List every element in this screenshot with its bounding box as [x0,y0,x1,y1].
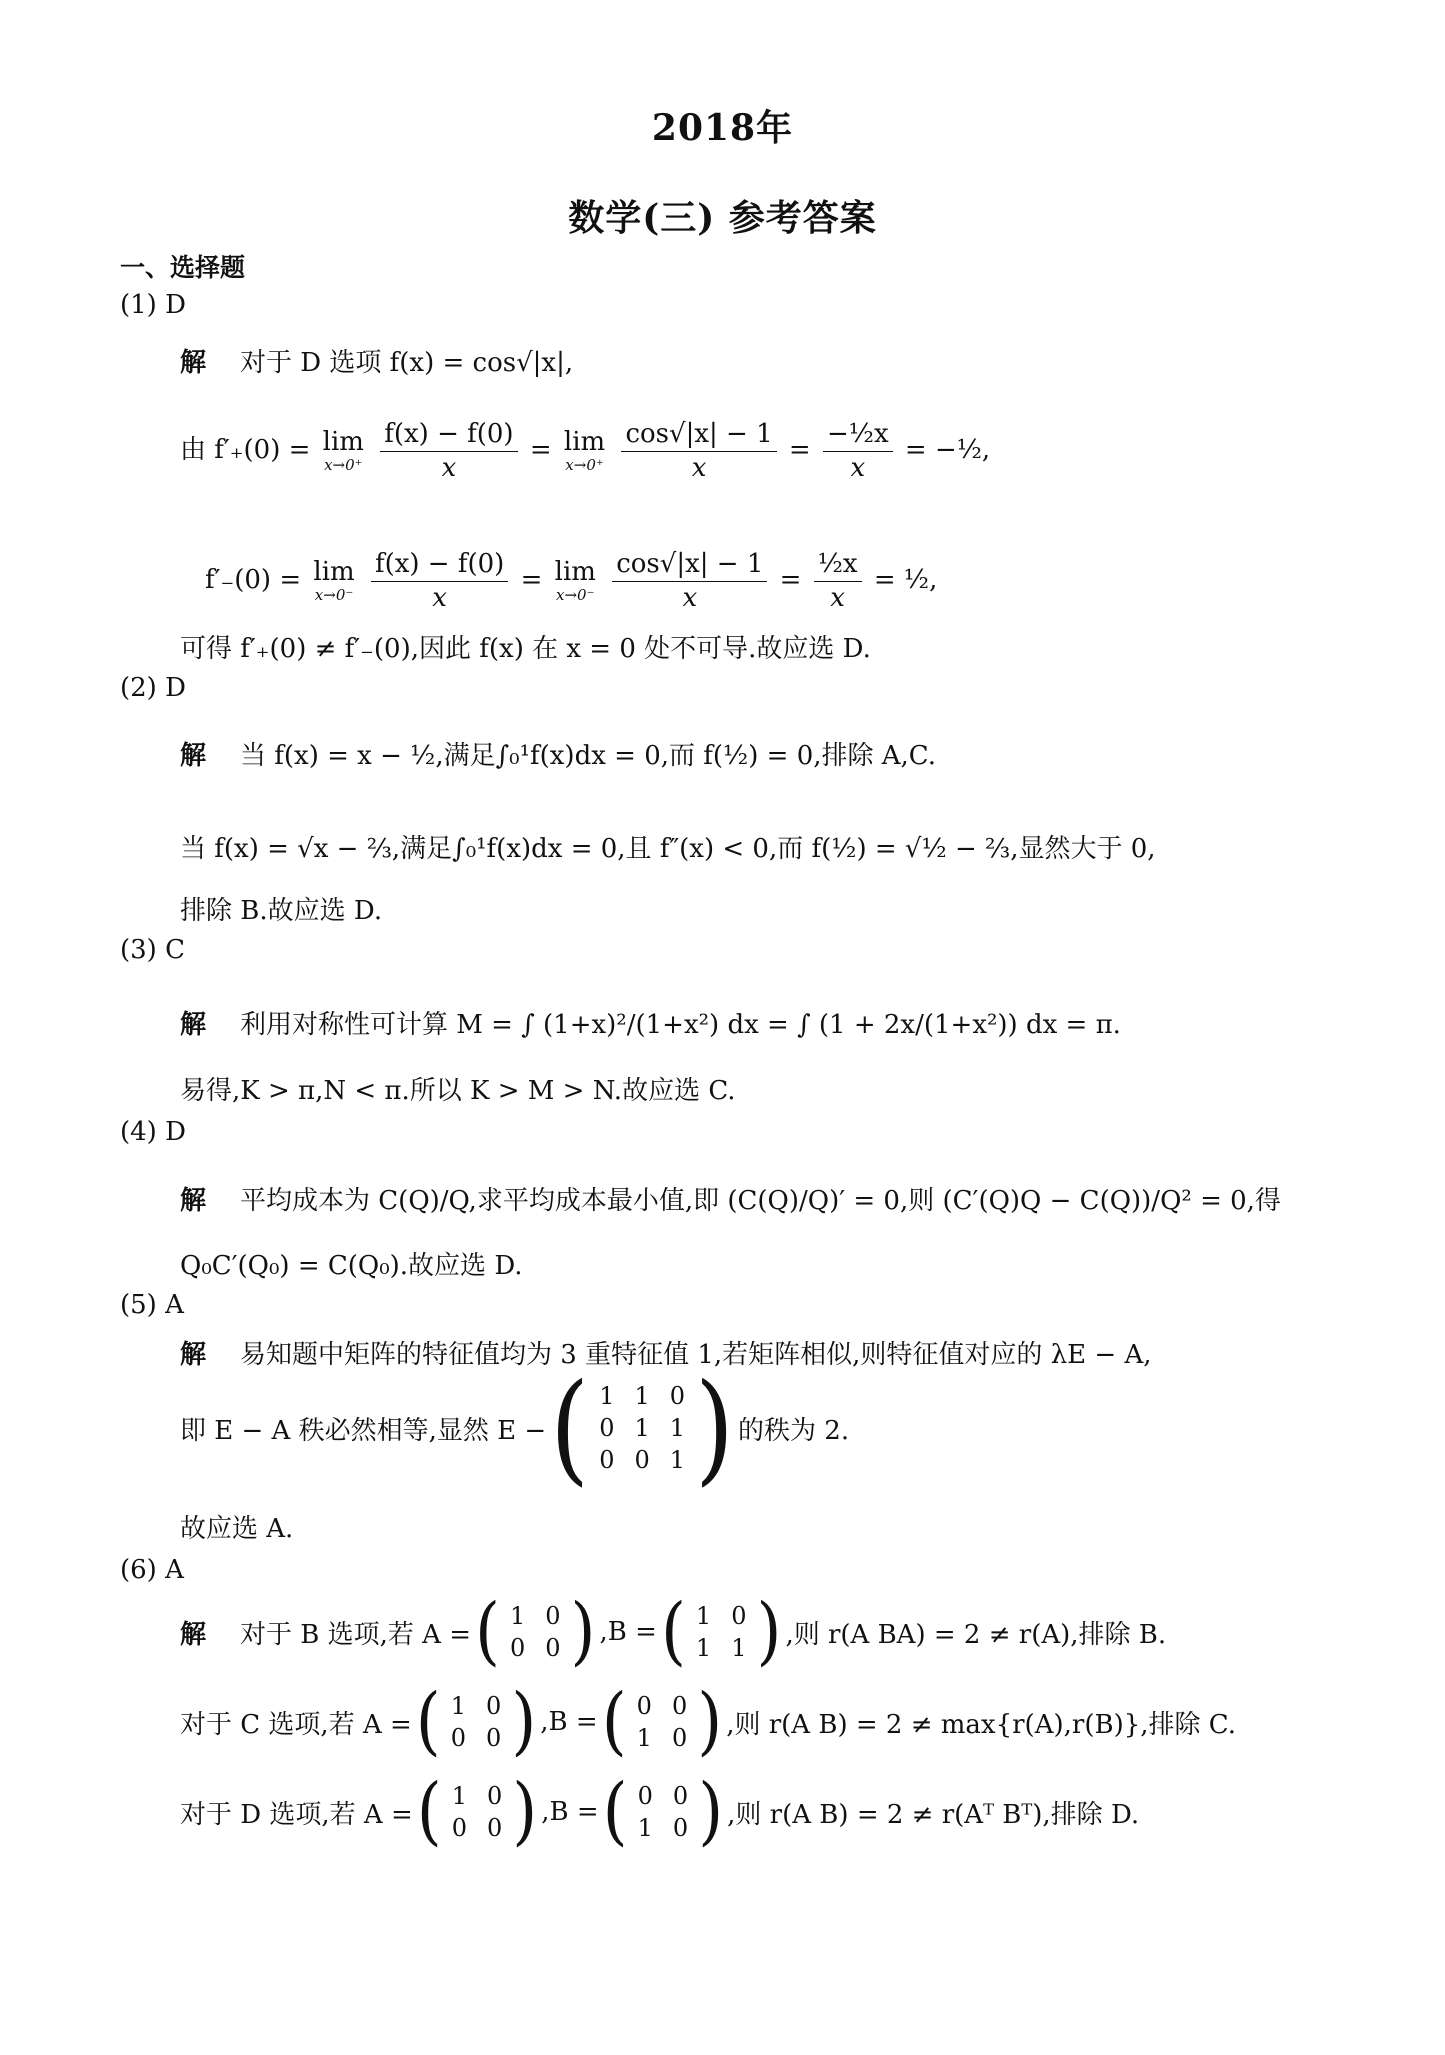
matrix-cell: 1 [695,1602,712,1630]
fraction: $\frac{\cos√|x| - 1}{x}$ [612,548,767,614]
matrix-bracket-right: ) [695,1357,735,1498]
fraction: $\frac{\text{−½x}}{x}$ [823,418,893,484]
fraction: $\frac{f(x) - f(0)}{x}$ [371,548,508,614]
q6-row3: 对于 D 选项,若 A = ( 1 0 0 0 ) ,B = ( 0 0 1 0 ) ,则 r(A B) = 2 ≠ r(Aᵀ Bᵀ),排除 D. [180,1769,1140,1855]
matrix-cell: 1 [634,1414,650,1442]
q2-line3: 排除 B.故应选 D. [180,896,383,926]
matrix-cell: 1 [509,1602,526,1630]
matrix-bracket-left: ( [601,1679,627,1765]
matrix-cell: 0 [451,1814,467,1842]
matrix-cell: 1 [637,1814,653,1842]
q6-label: (6) A [120,1555,184,1585]
matrix-bracket-right: ) [511,1679,537,1765]
matrix [475,1589,596,1675]
matrix-grid [628,1780,699,1844]
matrix-bracket-right: ) [697,1679,723,1765]
q4-line2: Q₀C′(Q₀) = C(Q₀).故应选 D. [180,1251,523,1281]
fraction: $\frac{\cos√|x| - 1}{x}$ [621,418,776,484]
q1-line1: 解 对于 D 选项 f(x) = cos√|x|, [180,348,574,378]
matrix-cell: 0 [545,1602,561,1630]
matrix-cell: 0 [669,1382,686,1410]
matrix [416,1769,538,1855]
q1-line3: f′₋(0) = lim x→0⁻ $\frac{f(x) - f(0)}{x}$ = lim x→0⁻ $\frac{\cos√|x| - 1}{x}$ = $\frac{\text{½x}}{x}$ = ½, [205,549,938,613]
matrix-cell: 1 [636,1724,652,1752]
q5-line3: 故应选 A. [180,1514,294,1544]
matrix-cell: 0 [486,1782,503,1810]
matrix-cell: 0 [634,1446,650,1474]
q4-line1: 解 平均成本为 C(Q)/Q,求平均成本最小值,即 (C(Q)/Q)′ = 0,则 (C′(Q)Q − C(Q))/Q² = 0,得 [180,1186,1281,1216]
matrix-bracket-right: ) [512,1769,538,1855]
matrix-cell: 0 [450,1724,467,1752]
matrix-cell: 0 [509,1634,526,1662]
matrix-grid [442,1780,513,1844]
matrix-bracket-left: ( [416,1769,442,1855]
matrix-cell: 1 [731,1634,747,1662]
matrix-cell: 0 [672,1814,689,1842]
matrix-cell: 0 [636,1692,652,1720]
matrix [602,1769,724,1855]
q3-line2: 易得,K > π,N < π.所以 K > M > N.故应选 C. [180,1076,736,1106]
section-heading: 一、选择题 [120,253,246,282]
matrix-cell: 0 [545,1634,561,1662]
matrix-cell: 1 [634,1382,650,1410]
q2-label: (2) D [120,673,186,703]
q5-label: (5) A [120,1290,184,1320]
page-title: 数学(三) 参考答案 [568,197,877,239]
matrix-grid [441,1690,512,1754]
matrix-bracket-right: ) [756,1589,782,1675]
matrix-cell: 0 [486,1814,503,1842]
q3-label: (3) C [120,935,185,965]
q5-line1: 解 易知题中矩阵的特征值均为 3 重特征值 1,若矩阵相似,则特征值对应的 λE − A, [180,1340,1152,1370]
matrix-bracket-left: ( [602,1769,628,1855]
matrix-grid [589,1380,695,1476]
matrix-cell: 0 [486,1724,502,1752]
matrix-cell: 1 [451,1782,467,1810]
matrix-bracket-left: ( [550,1357,590,1498]
matrix-cell: 0 [599,1414,615,1442]
matrix-grid [500,1600,571,1664]
matrix-cell: 1 [695,1634,712,1662]
matrix-cell: 0 [671,1724,688,1752]
q4-label: (4) D [120,1117,186,1147]
q6-row2: 对于 C 选项,若 A = ( 1 0 0 0 ) ,B = ( 0 0 1 0 ) ,则 r(A B) = 2 ≠ max{r(A),r(B)},排除 C. [180,1679,1237,1765]
matrix-cell: 1 [669,1414,686,1442]
matrix [415,1679,537,1765]
matrix-bracket-right: ) [698,1769,724,1855]
matrix-bracket-left: ( [475,1589,500,1675]
matrix-bracket-left: ( [415,1679,441,1765]
q5-line2: 即 E − A 秩必然相等,显然 E − ( 1 1 0 0 1 1 0 0 1 ) 的秩为 2. [180,1357,850,1498]
year-title: 2018年 [651,107,794,149]
matrix-grid [686,1600,757,1664]
q6-row1: 解 对于 B 选项,若 A = ( 1 0 0 0 ) ,B = ( 1 0 1 1 ) ,则 r(A BA) = 2 ≠ r(A),排除 B. [180,1589,1167,1675]
q1-line2: 由 f′₊(0) = lim x→0⁺ $\frac{f(x) - f(0)}{x}$ = lim x→0⁺ $\frac{\cos√|x| - 1}{x}$ = $\frac{\text{−½x}}{x}$ = −½, [180,419,991,483]
matrix-cell: 0 [486,1692,502,1720]
matrix-cell: 0 [671,1692,688,1720]
matrix-grid [627,1690,698,1754]
matrix [550,1357,735,1498]
q2-line2: 当 f(x) = √x − ⅔,满足∫₀¹f(x)dx = 0,且 f″(x) < 0,而 f(½) = √½ − ⅔,显然大于 0, [180,834,1156,864]
q2-line1: 解 当 f(x) = x − ½,满足∫₀¹f(x)dx = 0,而 f(½) = 0,排除 A,C. [180,741,937,771]
matrix-cell: 1 [599,1382,615,1410]
q1-label: (1) D [120,290,186,320]
matrix [660,1589,782,1675]
jie-label: 解 [180,348,207,378]
q3-line1: 解 利用对称性可计算 M = ∫ (1+x)²/(1+x²) dx = ∫ (1 + 2x/(1+x²)) dx = π. [180,1010,1121,1040]
matrix-bracket-left: ( [660,1589,686,1675]
fraction: $\frac{\text{½x}}{x}$ [814,548,862,614]
matrix-bracket-right: ) [570,1589,596,1675]
matrix [601,1679,723,1765]
matrix-cell: 1 [669,1446,686,1474]
fraction: $\frac{f(x) - f(0)}{x}$ [380,418,517,484]
q1-line4: 可得 f′₊(0) ≠ f′₋(0),因此 f(x) 在 x = 0 处不可导.故应选 D. [180,634,871,664]
matrix-cell: 0 [599,1446,615,1474]
matrix-cell: 1 [450,1692,467,1720]
matrix-cell: 0 [637,1782,653,1810]
matrix-cell: 0 [731,1602,747,1630]
matrix-cell: 0 [672,1782,689,1810]
